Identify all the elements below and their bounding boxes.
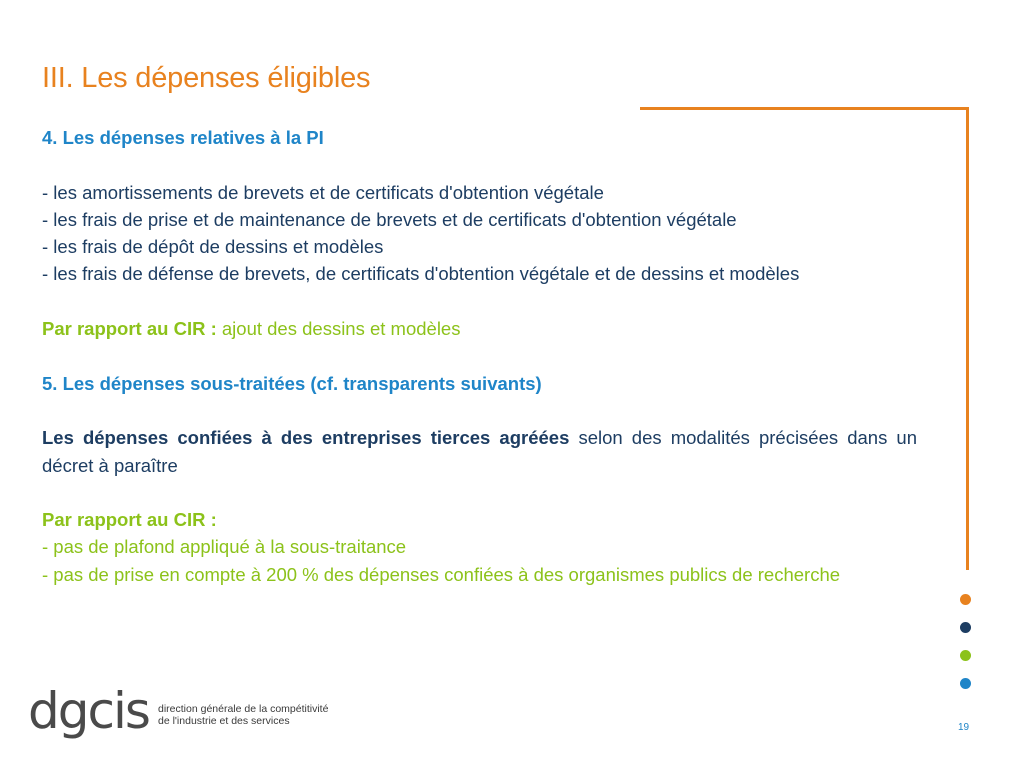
cir-label-2: Par rapport au CIR : (42, 509, 217, 531)
bullet-item: - les frais de dépôt de dessins et modèles (42, 236, 384, 258)
cir-item: - pas de plafond appliqué à la sous-traitance (42, 536, 407, 558)
dot-navy (960, 622, 971, 633)
bullet-item: - les frais de prise et de maintenance de brevets et de certificats d'obtention végétale (42, 208, 737, 230)
cir-label: Par rapport au CIR : (42, 318, 217, 340)
slide-title: III. Les dépenses éligibles (42, 62, 371, 94)
bullet-item: - les amortissements de brevets et de certificats d'obtention végétale (42, 181, 604, 203)
frame-horizontal-line (640, 107, 969, 110)
slide-content (42, 124, 917, 588)
dot-green (960, 650, 971, 661)
cir-item: - pas de prise en compte à 200 % des dépenses confiées à des organismes publics de recherche (42, 563, 841, 585)
paragraph-rest: selon des modalités précisées dans un décret à paraître (42, 427, 917, 476)
section-4-heading: 4. Les dépenses relatives à la PI (42, 127, 324, 148)
logo-caption (158, 703, 328, 727)
section-5-heading: 5. Les dépenses sous-traitées (cf. transparents suivants) (42, 372, 542, 394)
paragraph-bold: Les dépenses confiées à des entreprises tierces agréées (42, 427, 570, 449)
bullet-item: - les frais de défense de brevets, de certificats d'obtention végétale et de dessins et modèles (42, 263, 800, 285)
logo-line-2: de l'industrie et des services (158, 715, 290, 727)
page-number: 19 (958, 722, 970, 733)
dgcis-logo-wordmark: dgcis (28, 686, 149, 740)
dot-blue (960, 678, 971, 689)
dot-orange (960, 594, 971, 605)
decorative-dots (960, 594, 972, 706)
cir-text: ajout des dessins et modèles (216, 318, 461, 340)
logo-line-1: direction générale de la compétitivité (158, 703, 329, 715)
subcontracting-paragraph (42, 424, 917, 479)
frame-vertical-line (966, 107, 969, 570)
cir-comparison-1 (42, 315, 917, 342)
